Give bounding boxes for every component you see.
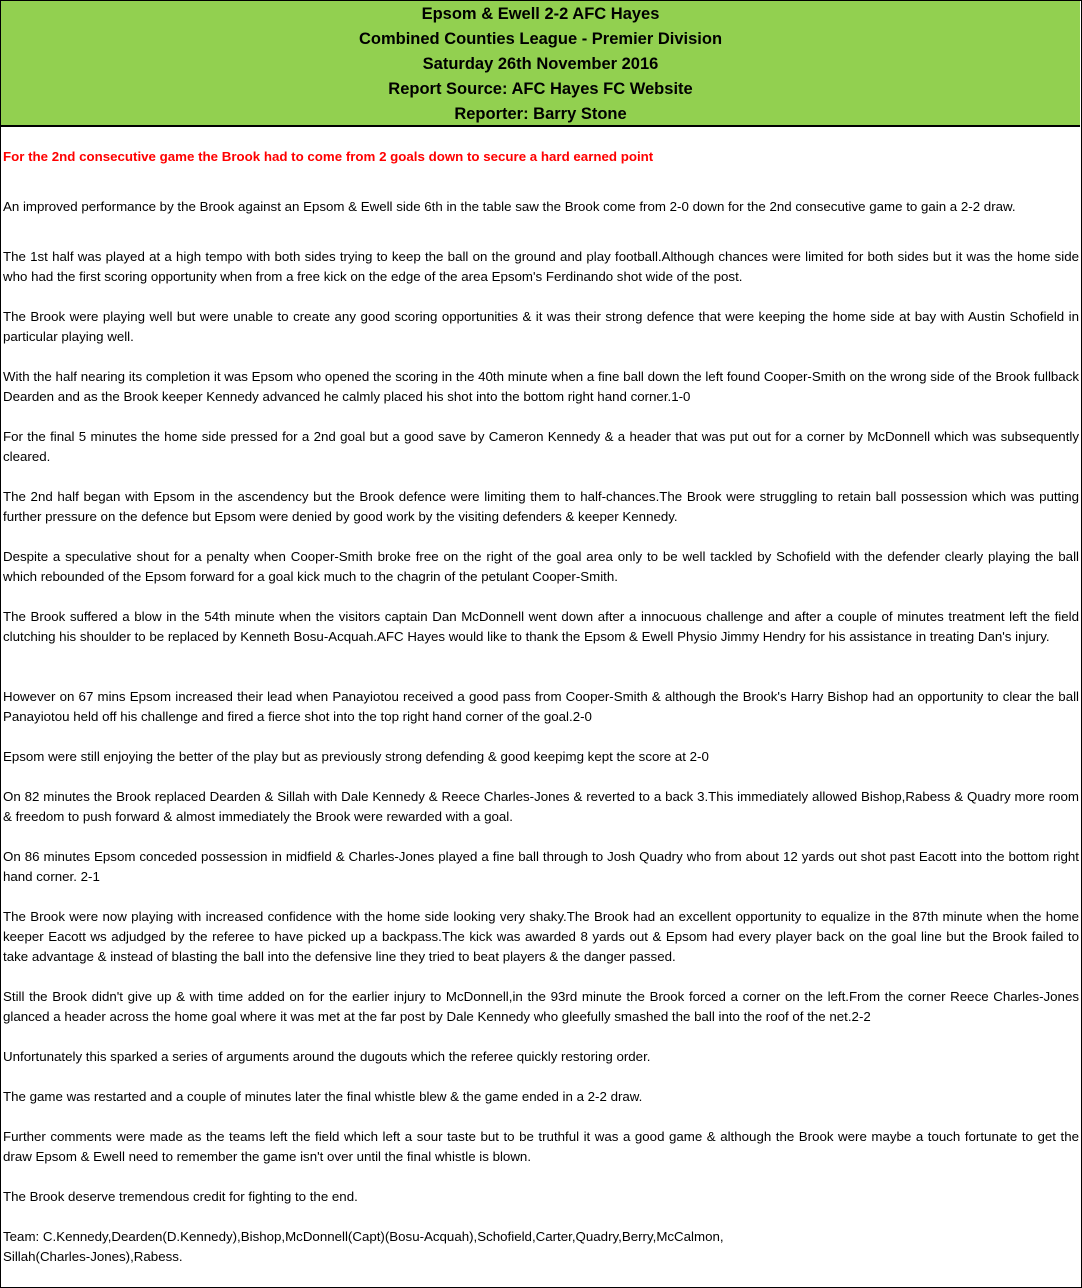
report-paragraph: Unfortunately this sparked a series of arguments around the dugouts which the referee quickly restoring order. <box>3 1049 651 1064</box>
report-header <box>1 1 1080 127</box>
report-paragraph: The Brook deserve tremendous credit for fighting to the end. <box>3 1189 358 1204</box>
report-paragraph: The 1st half was played at a high tempo with both sides trying to keep the ball on the ground and play football.Although chances were limited for both sides but it was the home side who had the first scoring opportunity when from a free kick on the edge of the area Epsom's Ferdinando shot wide of the post. <box>3 249 1079 284</box>
reporter: Reporter: Barry Stone <box>454 105 627 123</box>
team-line: Team: C.Kennedy,Dearden(D.Kennedy),Bishop,McDonnell(Capt)(Bosu-Acquah),Schofield,Carter,Quadry,Berry,McCalmon, <box>3 1229 724 1244</box>
report-paragraph: The Brook were now playing with increased confidence with the home side looking very shaky.The Brook had an excellent opportunity to equalize in the 87th minute when the home keeper Eacott ws adjudged by the referee to have picked up a backpass.The kick was awarded 8 yards out & Epsom had every player back on the goal line but the Brook failed to take advantage & instead of blasting the ball into the defensive line they tried to beat players & the danger passed. <box>3 909 1079 964</box>
report-headline: For the 2nd consecutive game the Brook had to come from 2 goals down to secure a hard earned point <box>3 149 654 164</box>
report-paragraph: An improved performance by the Brook against an Epsom & Ewell side 6th in the table saw the Brook come from 2-0 down for the 2nd consecutive game to gain a 2-2 draw. <box>3 199 1016 214</box>
report-paragraph: With the half nearing its completion it was Epsom who opened the scoring in the 40th minute when a fine ball down the left found Cooper-Smith on the wrong side of the Brook fullback Dearden and as the Brook keeper Kennedy advanced he calmly placed his shot into the bottom right hand corner.1-0 <box>3 369 1079 404</box>
report-paragraph: The 2nd half began with Epsom in the ascendency but the Brook defence were limiting them to half-chances.The Brook were struggling to retain ball possession which was putting further pressure on the defence but Epsom were denied by good work by the visiting defenders & keeper Kennedy. <box>3 489 1079 524</box>
team-line: Sillah(Charles-Jones),Rabess. <box>3 1249 183 1264</box>
report-paragraph: Further comments were made as the teams left the field which left a sour taste but to be truthful it was a good game & although the Brook were maybe a touch fortunate to get the draw Epsom & Ewell need to remember the game isn't over until the final whistle is blown. <box>3 1129 1079 1164</box>
report-paragraph: The Brook were playing well but were unable to create any good scoring opportunities & it was their strong defence that were keeping the home side at bay with Austin Schofield in particular playing well. <box>3 309 1079 344</box>
report-paragraph: Despite a speculative shout for a penalty when Cooper-Smith broke free on the right of the goal area only to be well tackled by Schofield with the defender clearly playing the ball which rebounded of the Epsom forward for a goal kick much to the chagrin of the petulant Cooper-Smith. <box>3 549 1079 584</box>
report-paragraph: The game was restarted and a couple of minutes later the final whistle blew & the game ended in a 2-2 draw. <box>3 1089 643 1104</box>
match-date: Saturday 26th November 2016 <box>422 55 659 73</box>
report-paragraph: On 86 minutes Epsom conceded possession in midfield & Charles-Jones played a fine ball through to Josh Quadry who from about 12 yards out shot past Eacott into the bottom right hand corner. 2-1 <box>3 849 1079 884</box>
team-lineup <box>3 1227 1079 1267</box>
report-paragraph: For the final 5 minutes the home side pressed for a 2nd goal but a good save by Cameron Kennedy & a header that was put out for a corner by McDonnell which was subsequently cleared. <box>3 429 1079 464</box>
report-paragraph: The Brook suffered a blow in the 54th minute when the visitors captain Dan McDonnell went down after a innocuous challenge and after a couple of minutes treatment left the field clutching his shoulder to be replaced by Kenneth Bosu-Acquah.AFC Hayes would like to thank the Epsom & Ewell Physio Jimmy Hendry for his assistance in treating Dan's injury. <box>3 609 1079 644</box>
report-paragraph: Epsom were still enjoying the better of the play but as previously strong defending & good keepimg kept the score at 2-0 <box>3 749 709 764</box>
report-paragraph: Still the Brook didn't give up & with time added on for the earlier injury to McDonnell,in the 93rd minute the Brook forced a corner on the left.From the corner Reece Charles-Jones glanced a header across the home goal where it was met at the far post by Dale Kennedy who gleefully smashed the ball into the roof of the net.2-2 <box>3 989 1079 1024</box>
report-paragraph: However on 67 mins Epsom increased their lead when Panayiotou received a good pass from Cooper-Smith & although the Brook's Harry Bishop had an opportunity to clear the ball Panayiotou held off his challenge and fired a fierce shot into the top right hand corner of the goal.2-0 <box>3 689 1079 724</box>
report-paragraph: On 82 minutes the Brook replaced Dearden & Sillah with Dale Kennedy & Reece Charles-Jones & reverted to a back 3.This immediately allowed Bishop,Rabess & Quadry more room & freedom to push forward & almost immediately the Brook were rewarded with a goal. <box>3 789 1079 824</box>
report-source: Report Source: AFC Hayes FC Website <box>388 80 693 98</box>
competition: Combined Counties League - Premier Division <box>358 30 723 48</box>
match-title: Epsom & Ewell 2-2 AFC Hayes <box>421 5 660 23</box>
